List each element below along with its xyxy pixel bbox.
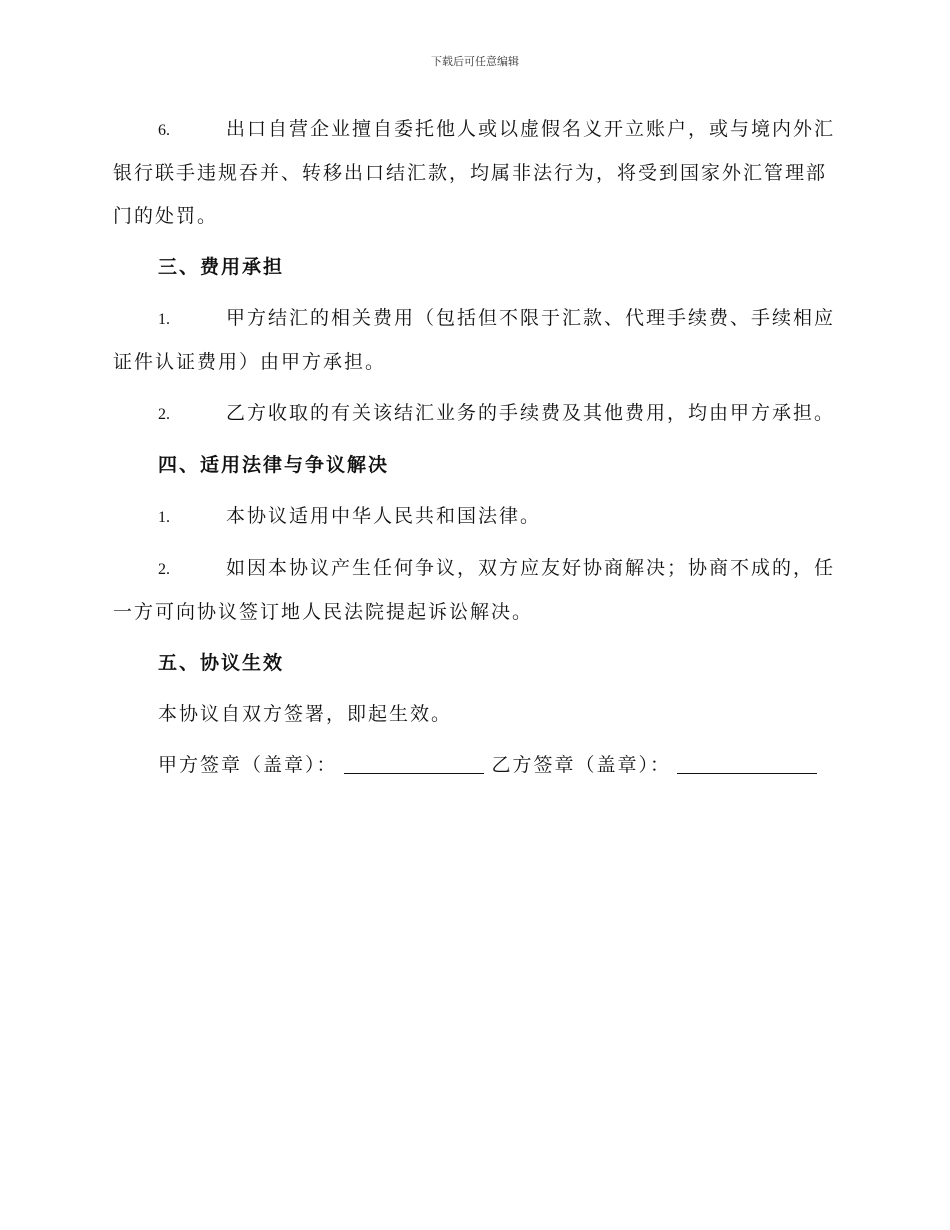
page-header-note: 下载后可任意编辑: [431, 55, 519, 68]
clause-number: 6.: [158, 122, 170, 139]
clause-number: 2.: [158, 561, 170, 578]
signature-row: [113, 744, 843, 787]
law-clause-2: [113, 547, 843, 634]
clause-text: 如因本协议产生任何争议，双方应友好协商解决；协商不成的，任一方可向协议签订地人民法院提起诉讼解决。: [113, 557, 836, 623]
law-clause-1: [113, 495, 843, 539]
fees-clause-1: [113, 297, 843, 384]
clause-6: [113, 108, 843, 238]
clause-number: 1.: [158, 509, 170, 526]
section-heading-effect: 五、协议生效: [158, 652, 285, 674]
party-b-signature-line: [677, 772, 817, 774]
clause-text: 出口自营企业擅自委托他人或以虚假名义开立账户，或与境内外汇银行联手违规吞并、转移出口结汇款，均属非法行为，将受到国家外汇管理部门的处罚。: [113, 118, 836, 227]
fees-clause-2: [113, 392, 843, 436]
section-heading-fees: 三、费用承担: [158, 256, 285, 278]
clause-text: 乙方收取的有关该结汇业务的手续费及其他费用，均由甲方承担。: [226, 402, 836, 424]
clause-number: 1.: [158, 311, 170, 328]
party-b-signature-label: 乙方签章（盖章）：: [491, 754, 672, 776]
clause-text: 甲方结汇的相关费用（包括但不限于汇款、代理手续费、手续相应证件认证费用）由甲方承担。: [113, 307, 836, 373]
party-a-signature-line: [344, 772, 484, 774]
clause-text: 本协议适用中华人民共和国法律。: [226, 505, 542, 527]
clause-number: 2.: [158, 406, 170, 423]
party-a-signature-label: 甲方签章（盖章）：: [158, 754, 338, 776]
effect-text: 本协议自双方签署，即起生效。: [158, 703, 453, 725]
section-heading-law: 四、适用法律与争议解决: [158, 454, 390, 476]
document-body: [113, 108, 843, 787]
